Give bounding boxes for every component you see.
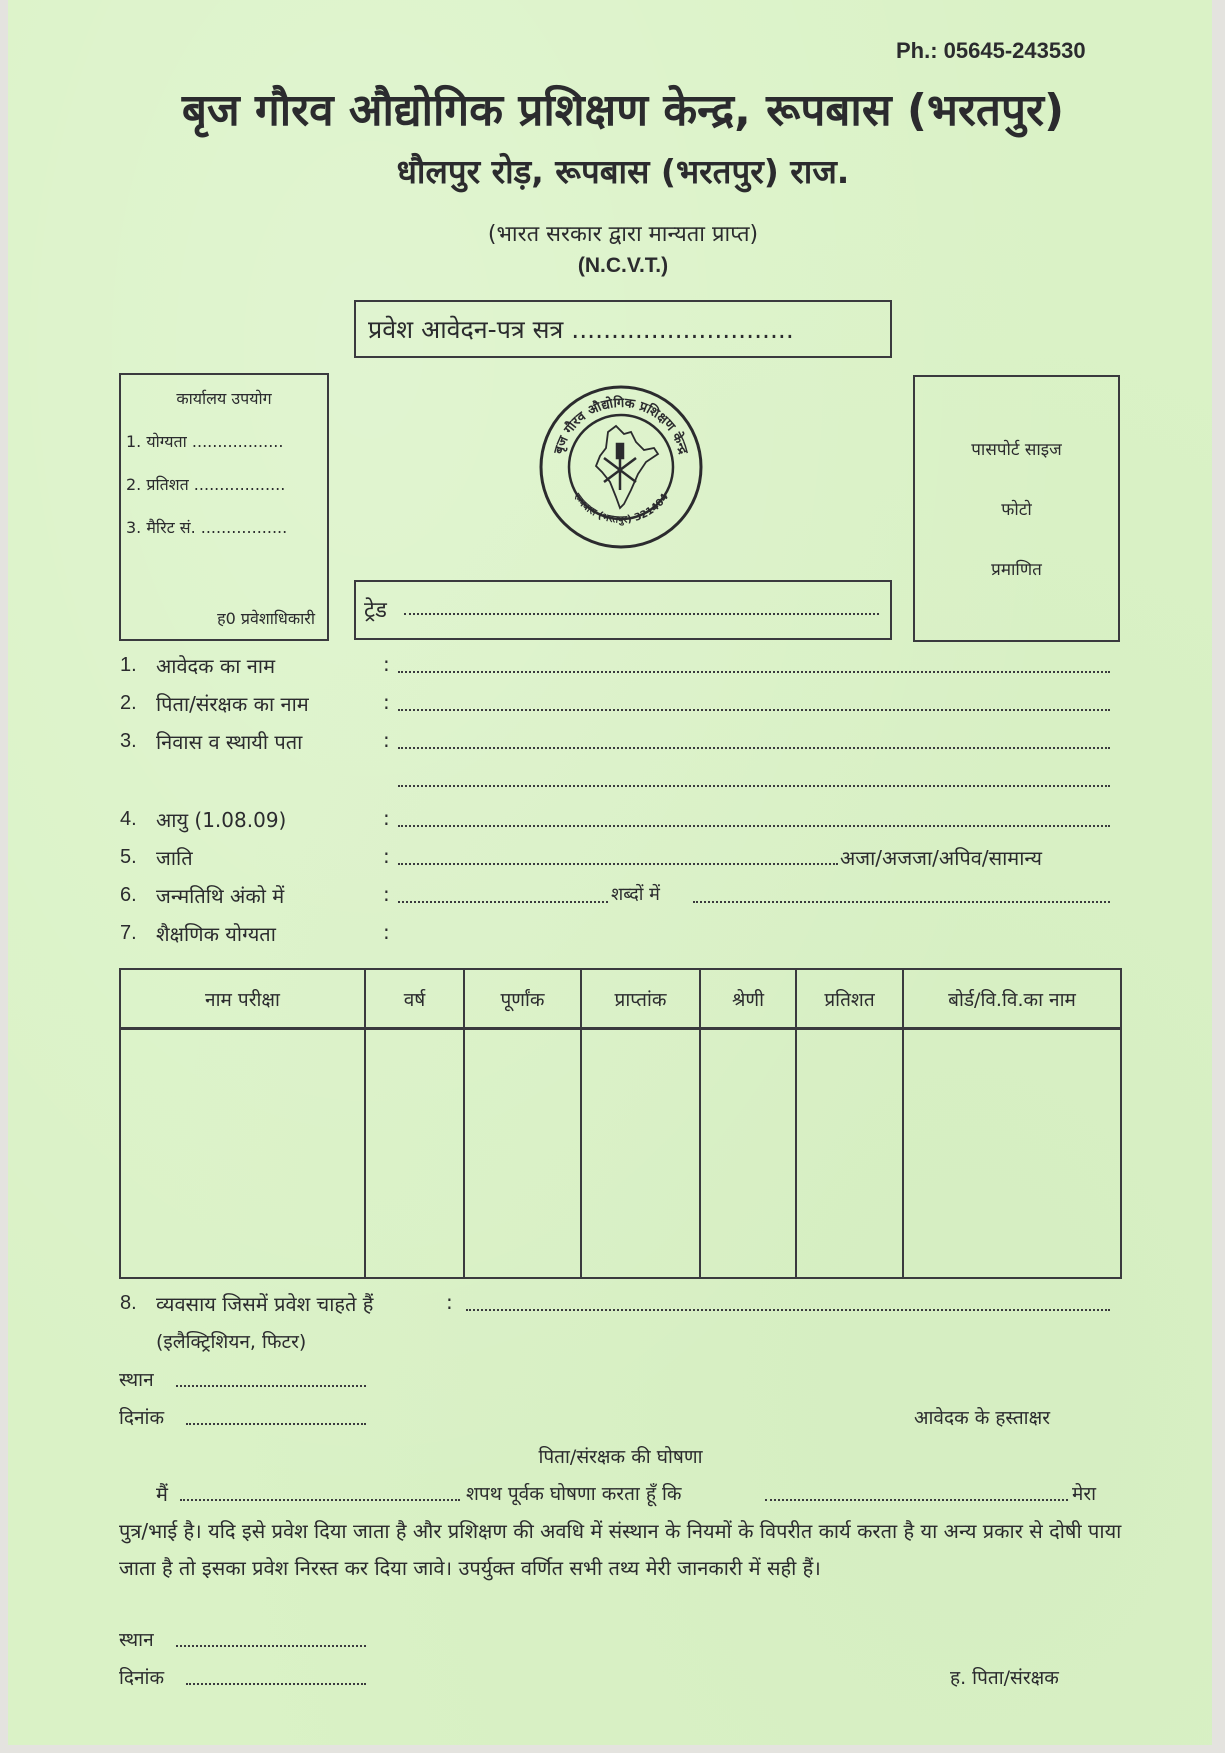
applicant-place-label: स्थान xyxy=(119,1369,154,1391)
education-table-header xyxy=(120,969,1121,1029)
field-6-number: 6. xyxy=(120,884,137,906)
guardian-place-label: स्थान xyxy=(119,1629,154,1651)
education-table xyxy=(119,968,1122,1279)
col-percentage: प्रतिशत xyxy=(796,969,903,1029)
cell-obtained-marks[interactable] xyxy=(581,1029,700,1279)
india-map-icon xyxy=(596,426,658,508)
dob-digits-input[interactable] xyxy=(398,898,608,903)
field-5-number: 5. xyxy=(120,846,137,868)
guardian-name-input[interactable] xyxy=(398,706,1110,711)
field-5-colon: : xyxy=(383,844,390,868)
applicant-name-input[interactable] xyxy=(398,668,1110,673)
institute-seal xyxy=(536,382,706,552)
caste-options: अजा/अजजा/अपिव/सामान्य xyxy=(840,846,1042,870)
office-qualification-field[interactable]: 1. योग्यता .................. xyxy=(126,432,284,451)
dob-words-label: शब्दों में xyxy=(611,884,660,905)
applicant-date-label: दिनांक xyxy=(119,1407,165,1429)
office-use-box xyxy=(119,373,329,641)
trade-label: ट्रेड xyxy=(364,598,387,623)
trade-input[interactable] xyxy=(404,610,879,615)
field-6-colon: : xyxy=(383,882,390,906)
tools-icon xyxy=(604,444,636,490)
field-1-label: आवेदक का नाम xyxy=(156,654,276,678)
applicant-date-input[interactable] xyxy=(186,1420,366,1425)
field-2-number: 2. xyxy=(120,692,137,714)
field-8-label: व्यवसाय जिसमें प्रवेश चाहते हैं xyxy=(156,1292,374,1316)
passport-photo-box[interactable] xyxy=(913,375,1120,642)
phone-number: Ph.: 05645-243530 xyxy=(896,38,1086,63)
photo-label-size: पासपोर्ट साइज xyxy=(971,440,1062,460)
institute-address: धौलपुर रोड़, रूपबास (भरतपुर) राज. xyxy=(396,152,850,191)
ward-name-declaration-input[interactable] xyxy=(765,1496,1068,1501)
photo-label-attested: प्रमाणित xyxy=(991,560,1042,580)
field-3-number: 3. xyxy=(120,730,137,752)
applicant-place-input[interactable] xyxy=(176,1382,366,1387)
trade-preference-input[interactable] xyxy=(466,1306,1110,1311)
cell-board-university[interactable] xyxy=(903,1029,1121,1279)
field-6-label: जन्मतिथि अंको में xyxy=(156,884,285,908)
declaration-heading: पिता/संरक्षक की घोषणा xyxy=(538,1446,703,1468)
form-title-box xyxy=(354,300,892,358)
col-division: श्रेणी xyxy=(700,969,796,1029)
col-board-university: बोर्ड/वि.वि.का नाम xyxy=(903,969,1121,1029)
field-4-label: आयु (1.08.09) xyxy=(156,808,287,832)
field-8-number: 8. xyxy=(120,1292,137,1314)
field-3-colon: : xyxy=(383,728,390,752)
field-5-label: जाति xyxy=(156,846,193,870)
age-input[interactable] xyxy=(398,822,1110,827)
office-use-heading: कार्यालय उपयोग xyxy=(176,389,272,408)
field-1-number: 1. xyxy=(120,654,137,676)
cell-exam-name[interactable] xyxy=(120,1029,365,1279)
address-input-line-1[interactable] xyxy=(398,744,1110,749)
field-7-label: शैक्षणिक योग्यता xyxy=(156,922,276,946)
field-1-colon: : xyxy=(383,652,390,676)
col-exam-name: नाम परीक्षा xyxy=(120,969,365,1029)
seal-top-text: बृज गौरव औद्योगिक प्रशिक्षण केन्द्र xyxy=(551,395,691,456)
guardian-date-label: दिनांक xyxy=(119,1667,165,1689)
recognition-note: (भारत सरकार द्वारा मान्यता प्राप्त) xyxy=(487,222,759,247)
col-max-marks: पूर्णांक xyxy=(464,969,581,1029)
field-2-colon: : xyxy=(383,690,390,714)
field-4-number: 4. xyxy=(120,808,137,830)
office-percentage-field[interactable]: 2. प्रतिशत .................. xyxy=(126,475,286,494)
field-8-colon: : xyxy=(446,1290,453,1314)
cell-year[interactable] xyxy=(365,1029,464,1279)
field-4-colon: : xyxy=(383,806,390,830)
field-7-colon: : xyxy=(383,920,390,944)
declaration-my: मेरा xyxy=(1072,1483,1097,1505)
field-7-number: 7. xyxy=(120,922,137,944)
form-title: प्रवेश आवेदन-पत्र सत्र ............................ xyxy=(368,315,794,344)
guardian-name-declaration-input[interactable] xyxy=(180,1496,460,1501)
guardian-signature[interactable]: ह. पिता/संरक्षक xyxy=(950,1667,1059,1689)
institute-name: बृज गौरव औद्योगिक प्रशिक्षण केन्द्र, रूपबास (भरतपुर) xyxy=(181,85,1065,136)
declaration-body: पुत्र/भाई है। यदि इसे प्रवेश दिया जाता है और प्रशिक्षण की अवधि में संस्थान के नियमों के विपरीत कार्य करता है या अन्य प्रकार से दोषी पाया जाता है तो इसका प्रवेश निरस्त कर दिया जावे। उपर्युक्त वर्णित सभी तथ्य मेरी जानकारी में सही हैं। xyxy=(119,1519,1122,1580)
address-input-line-2[interactable] xyxy=(398,782,1110,787)
trade-box xyxy=(354,580,892,640)
seal-bottom-text: रूपबास (भरतपुर) 321404 xyxy=(570,491,672,526)
photo-label-photo: फोटो xyxy=(1001,500,1032,520)
col-year: वर्ष xyxy=(365,969,464,1029)
cell-division[interactable] xyxy=(700,1029,796,1279)
guardian-date-input[interactable] xyxy=(186,1680,366,1685)
declaration-oath: शपथ पूर्वक घोषणा करता हूँ कि xyxy=(466,1483,682,1505)
guardian-place-input[interactable] xyxy=(176,1642,366,1647)
cell-max-marks[interactable] xyxy=(464,1029,581,1279)
cell-percentage[interactable] xyxy=(796,1029,903,1279)
dob-words-input[interactable] xyxy=(693,898,1110,903)
affiliation-note: (N.C.V.T.) xyxy=(577,254,669,277)
office-merit-field[interactable]: 3. मैरिट सं. ................. xyxy=(126,518,288,537)
declaration-i: मैं xyxy=(156,1482,168,1506)
applicant-signature[interactable]: आवेदक के हस्ताक्षर xyxy=(914,1407,1050,1429)
admission-officer-signature: ह0 प्रवेशाधिकारी xyxy=(217,609,315,628)
col-obtained-marks: प्राप्तांक xyxy=(581,969,700,1029)
field-3-label: निवास व स्थायी पता xyxy=(156,730,303,754)
education-table-body xyxy=(120,1029,1121,1279)
application-form-paper xyxy=(8,0,1212,1745)
caste-input[interactable] xyxy=(398,860,838,865)
trade-options: (इलैक्ट्रिशियन, फिटर) xyxy=(156,1331,307,1353)
field-2-label: पिता/संरक्षक का नाम xyxy=(156,692,309,716)
